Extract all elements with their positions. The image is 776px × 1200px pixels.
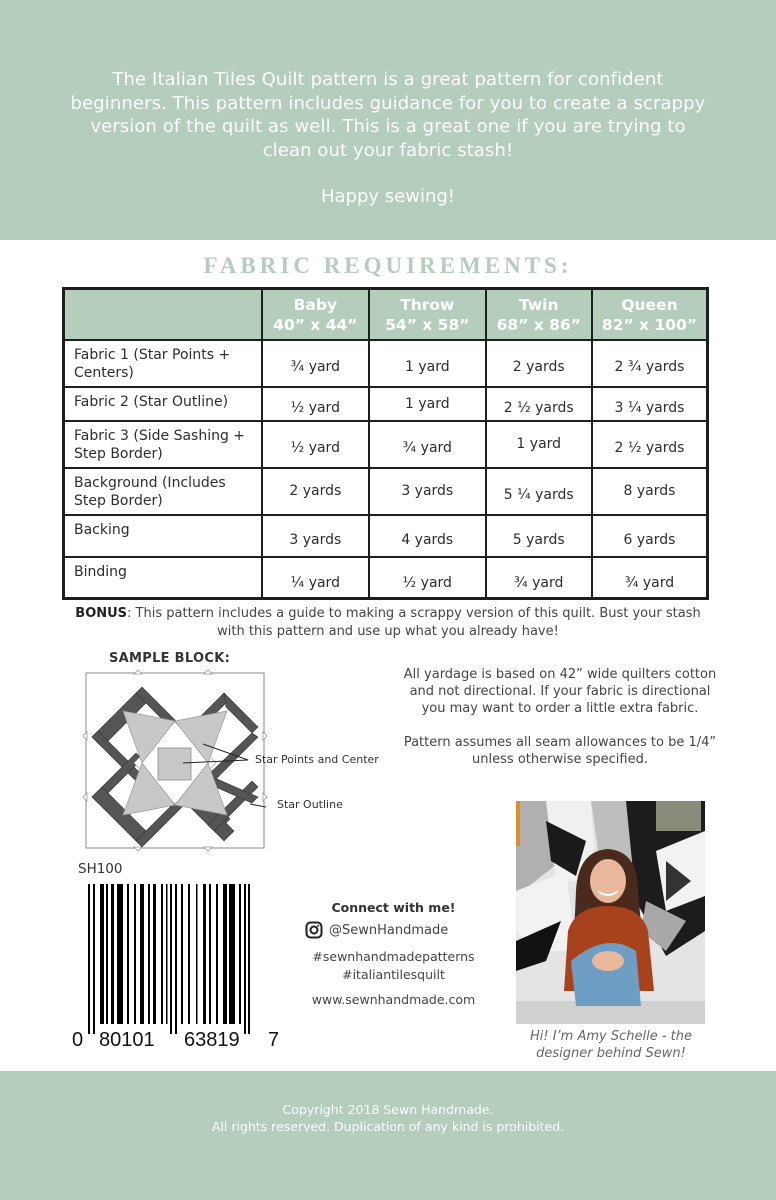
size-dimensions: 68” x 86” <box>496 316 581 335</box>
rights-line: All rights reserved. Duplication of any kind is prohibited. <box>211 1119 565 1134</box>
cell-value: 1 yard <box>369 340 485 387</box>
column-header-baby <box>262 289 369 340</box>
instagram-handle[interactable]: @SewnHandmade <box>329 922 449 938</box>
instagram-icon <box>305 921 323 939</box>
cell-value: ¾ yard <box>592 557 708 599</box>
connect-section <box>296 900 491 1007</box>
designer-photo-illustration <box>516 801 705 1024</box>
cell-value: 2 ¾ yards <box>592 340 708 387</box>
cell-value: 8 yards <box>592 468 708 515</box>
cell-value: 3 yards <box>262 515 369 557</box>
cell-value: 2 ½ yards <box>486 387 592 421</box>
designer-caption: Hi! I’m Amy Schelle - the designer behind Sewn! <box>529 1029 693 1061</box>
cell-value: 2 yards <box>486 340 592 387</box>
cell-value: ¾ yard <box>262 340 369 387</box>
yardage-notes <box>400 666 720 768</box>
connect-heading: Connect with me! <box>331 900 456 915</box>
barcode-digit-first: 0 <box>72 1029 84 1051</box>
cell-value: 1 yard <box>486 421 592 468</box>
cell-value: 3 ¼ yards <box>592 387 708 421</box>
hashtags <box>296 948 491 984</box>
intro-text: The Italian Tiles Quilt pattern is a great pattern for confident beginners. This pattern includes guidance for you to create a scrappy version of the quilt as well. This is a great one if you are trying to clean out your fabric stash! <box>70 69 706 161</box>
copyright-line: Copyright 2018 Sewn Handmade. <box>282 1102 494 1117</box>
row-label: Background (Includes Step Border) <box>64 468 262 515</box>
cell-value: ¼ yard <box>262 557 369 599</box>
website-link[interactable]: www.sewnhandmade.com <box>311 992 476 1007</box>
column-header-throw <box>369 289 485 340</box>
size-dimensions: 40” x 44” <box>273 316 358 335</box>
cell-value: ½ yard <box>262 387 369 421</box>
hashtag[interactable]: #sewnhandmadepatterns <box>312 949 475 964</box>
cell-value: ¾ yard <box>486 557 592 599</box>
row-label: Fabric 3 (Side Sashing + Step Border) <box>64 421 262 468</box>
row-label: Fabric 1 (Star Points + Centers) <box>64 340 262 387</box>
cell-value: 4 yards <box>369 515 485 557</box>
cell-value: 3 yards <box>369 468 485 515</box>
barcode-digits-left: 80101 <box>99 1029 155 1051</box>
cell-value: 2 ½ yards <box>592 421 708 468</box>
header-empty-cell <box>64 289 262 340</box>
copyright-text <box>0 1101 776 1135</box>
table-row <box>64 557 708 599</box>
sample-block-diagram <box>76 664 386 859</box>
table-row <box>64 468 708 515</box>
cell-value: ¾ yard <box>369 421 485 468</box>
barcode <box>72 884 292 1059</box>
sample-block-title: SAMPLE BLOCK: <box>109 651 231 666</box>
callout-star-points: Star Points and Center <box>255 753 379 766</box>
fabric-requirements-table <box>62 287 709 600</box>
size-name: Baby <box>293 296 338 315</box>
cell-value: 5 ¼ yards <box>486 468 592 515</box>
row-label: Binding <box>64 557 262 599</box>
cell-value: 1 yard <box>369 387 485 421</box>
cell-value: 5 yards <box>486 515 592 557</box>
sku-label: SH100 <box>78 861 123 877</box>
table-row <box>64 421 708 468</box>
table-row <box>64 515 708 557</box>
size-dimensions: 54” x 58” <box>385 316 470 335</box>
bonus-text: : This pattern includes a guide to making a scrappy version of this quilt. Bust your stash with this pattern and use up what you already have! <box>127 606 701 639</box>
fabric-requirements-title: FABRIC REQUIREMENTS: <box>203 253 573 278</box>
bonus-note <box>62 605 714 641</box>
size-name: Throw <box>400 296 455 315</box>
cell-value: 2 yards <box>262 468 369 515</box>
intro-banner <box>0 0 776 240</box>
table-header-row <box>64 289 708 340</box>
size-name: Twin <box>518 296 559 315</box>
table-row <box>64 340 708 387</box>
row-label: Backing <box>64 515 262 557</box>
row-label: Fabric 2 (Star Outline) <box>64 387 262 421</box>
cell-value: 6 yards <box>592 515 708 557</box>
instagram-handle-row[interactable] <box>296 921 491 939</box>
note-seam-allowance: Pattern assumes all seam allowances to be 1/4” unless otherwise specified. <box>403 735 717 767</box>
size-name: Queen <box>621 296 678 315</box>
column-header-twin <box>486 289 592 340</box>
bonus-label: BONUS <box>75 606 128 621</box>
designer-photo <box>516 801 705 1024</box>
hashtag[interactable]: #italiantilesquilt <box>342 967 445 982</box>
barcode-digit-last: 7 <box>268 1029 280 1051</box>
cell-value: ½ yard <box>262 421 369 468</box>
barcode-digits-right: 63819 <box>184 1029 240 1051</box>
column-header-queen <box>592 289 708 340</box>
signoff-text: Happy sewing! <box>320 186 455 207</box>
cell-value: ½ yard <box>369 557 485 599</box>
callout-star-outline: Star Outline <box>277 798 343 811</box>
table-row <box>64 387 708 421</box>
copyright-footer <box>0 1071 776 1200</box>
size-dimensions: 82” x 100” <box>601 316 698 335</box>
note-yardage: All yardage is based on 42” wide quilters cotton and not directional. If your fabric is directional you may want to order a little extra fabric. <box>403 667 717 716</box>
